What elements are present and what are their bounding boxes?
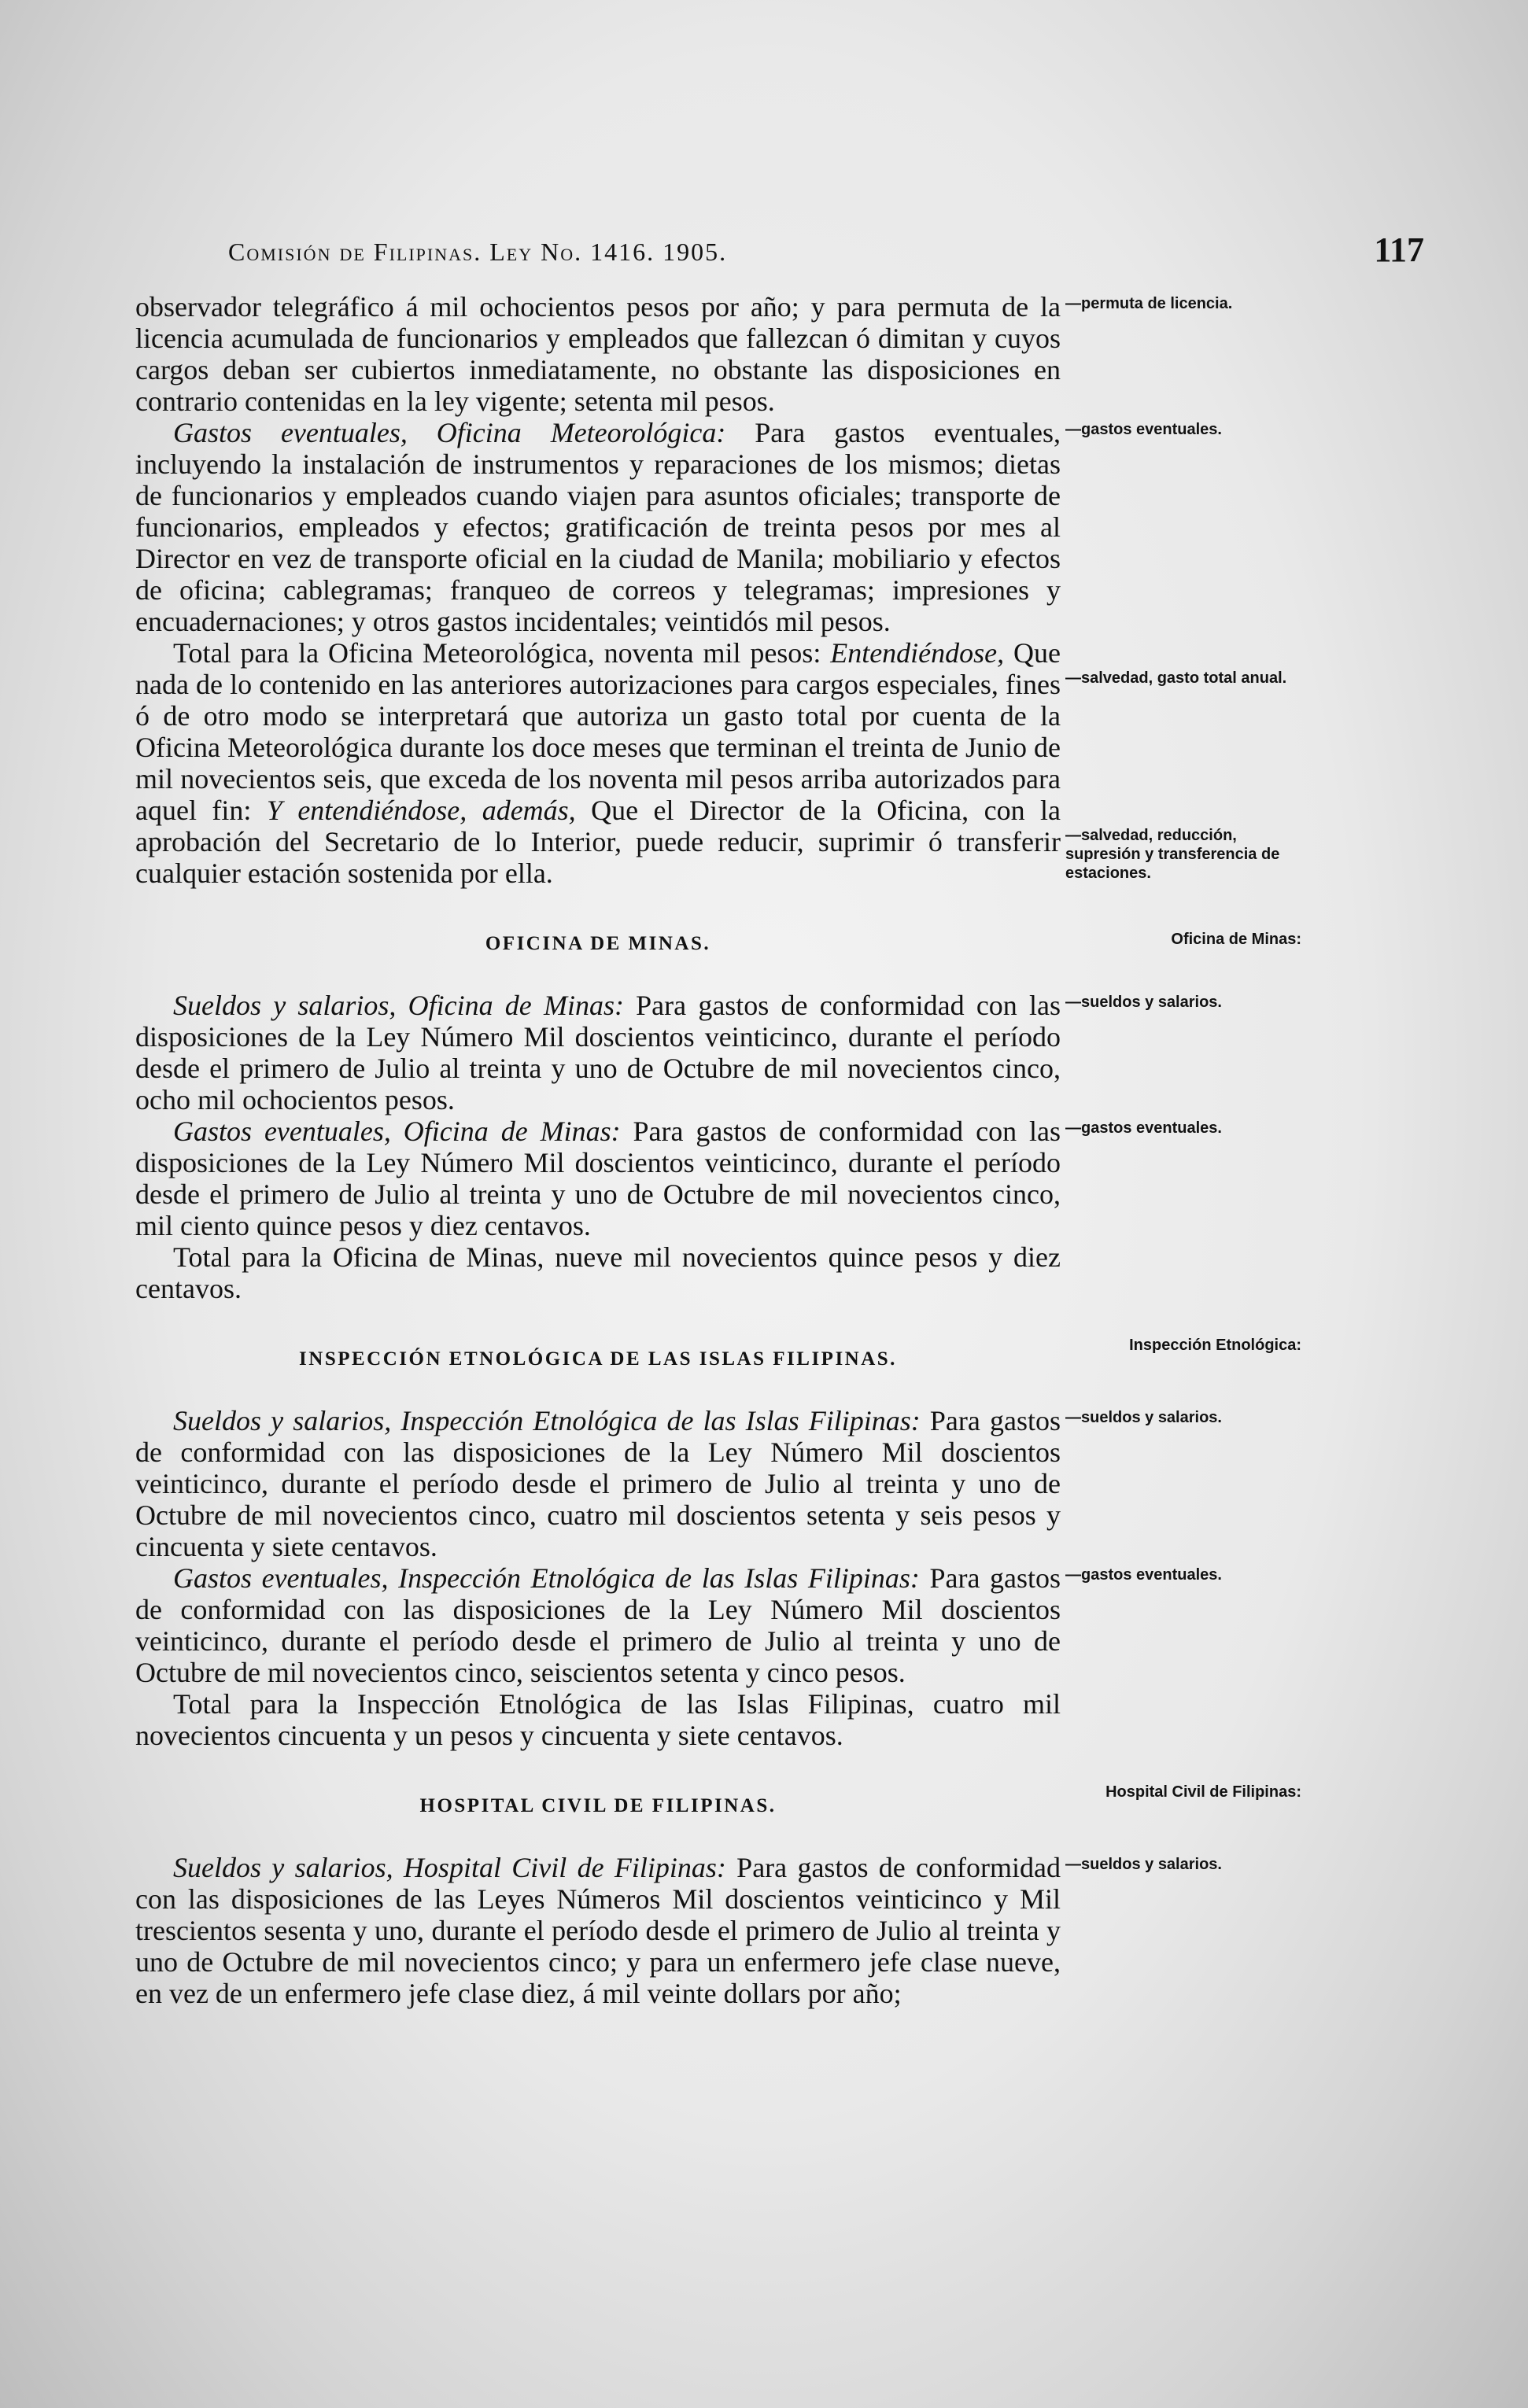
- paragraph-8-text: Para gastos de conformidad con las disposiciones de la Ley Número Mil doscientos veinticinco, durante el período desde el primero de Julio al treinta y uno de Octubre de mil novecientos cinco, seiscientos setenta y cinco pesos.: [135, 1562, 1061, 1688]
- page-number: 117: [1374, 230, 1424, 269]
- paragraph-4-text: Para gastos de conformidad con las disposiciones de la Ley Número Mil doscientos veinticinco, durante el período desde el primero de Julio al treinta y uno de Octubre de mil novecientos cinco, ocho mil ochocientos pesos.: [135, 990, 1061, 1115]
- paragraph-8-title: Gastos eventuales, Inspección Etnológica de las Islas Filipinas:: [173, 1562, 920, 1594]
- paragraph-5-text: Para gastos de conformidad con las disposiciones de la Ley Número Mil doscientos veinticinco, durante el período desde el primero de Julio al treinta y uno de Octubre de mil novecientos cinco, mil ciento quince pesos y diez centavos.: [135, 1115, 1061, 1241]
- section-inspeccion-etnologica: [135, 1337, 1316, 1370]
- margin-note-gastos-eventuales: —gastos eventuales.: [1065, 421, 1222, 438]
- section-hospital-civil: [135, 1783, 1316, 1817]
- paragraph-4-title: Sueldos y salarios, Oficina de Minas:: [173, 990, 624, 1021]
- paragraph-10: [135, 1852, 1061, 2009]
- paragraph-5-title: Gastos eventuales, Oficina de Minas:: [173, 1115, 621, 1147]
- block-sueldos-hospital: [135, 1852, 1316, 2009]
- margin-note-permuta: —permuta de licencia.: [1065, 295, 1233, 312]
- paragraph-7: [135, 1405, 1061, 1562]
- paragraph-1: observador telegráfico á mil ochocientos pesos por año; y para permuta de la licencia acumulada de funcionarios y empleados que fallezcan ó dimitan y cuyos cargos deban ser cubiertos inmediatamente, no obstante las disposiciones en contrario contenidas en la ley vigente; setenta mil pesos.: [135, 291, 1061, 417]
- margin-note-inspeccion-etnologica: Inspección Etnológica:: [1129, 1337, 1301, 1354]
- paragraph-7-title: Sueldos y salarios, Inspección Etnológica de las Islas Filipinas:: [173, 1405, 921, 1436]
- heading-inspeccion-etnologica: INSPECCIÓN ETNOLÓGICA DE LAS ISLAS FILIPINAS.: [299, 1348, 897, 1370]
- paragraph-3-text-b: Que nada de lo contenido en las anteriores autorizaciones para cargos especiales, fines ó de otro modo se interpretará que autoriza un gasto total por cuenta de la Oficina Meteorológica durante los doce meses que terminan el treinta de Junio de mil novecientos seis, que exceda de los noventa mil pesos arriba autorizados para aquel fin:: [135, 637, 1061, 826]
- margin-note-gastos-etnologica: —gastos eventuales.: [1065, 1566, 1222, 1584]
- block-sueldos-etnologica: [135, 1405, 1316, 1562]
- paragraph-3-proviso-2: Y entendiéndose, además,: [266, 795, 576, 826]
- paragraph-3-text-a: Total para la Oficina Meteorológica, noventa mil pesos:: [173, 637, 821, 669]
- margin-note-hospital-civil: Hospital Civil de Filipinas:: [1105, 1783, 1301, 1801]
- margin-note-sueldos-minas: —sueldos y salarios.: [1065, 994, 1222, 1011]
- block-gastos-etnologica: [135, 1562, 1316, 1688]
- block-gastos-meteorologica: [135, 417, 1316, 637]
- paragraph-5: [135, 1115, 1061, 1241]
- margin-note-oficina-minas: Oficina de Minas:: [1171, 931, 1301, 948]
- paragraph-2-text: Para gastos eventuales, incluyendo la instalación de instrumentos y reparaciones de los mismos; dietas de funcionarios y empleados cuando viajen para asuntos oficiales; transporte de funcionarios, empleados y efectos; gratificación de treinta pesos por mes al Director en vez de transporte oficial en la ciudad de Manila; mobiliario y efectos de oficina; cablegramas; franqueo de correos y telegramas; impresiones y encuadernaciones; y otros gastos incidentales; veintidós mil pesos.: [135, 417, 1061, 637]
- heading-oficina-minas: OFICINA DE MINAS.: [485, 933, 711, 954]
- paragraph-8: [135, 1562, 1061, 1688]
- margin-note-sueldos-etnologica: —sueldos y salarios.: [1065, 1409, 1222, 1426]
- section-oficina-minas: [135, 933, 1316, 955]
- block-total-minas: [135, 1241, 1316, 1304]
- paragraph-10-title: Sueldos y salarios, Hospital Civil de Filipinas:: [173, 1852, 726, 1883]
- margin-note-salvedad-reduccion: —salvedad, reducción, supresión y transferencia de estaciones.: [1065, 827, 1280, 882]
- block-permuta: [135, 291, 1316, 417]
- page-header: [228, 230, 1424, 277]
- paragraph-4: [135, 990, 1061, 1115]
- running-head: Comisión de Filipinas. Ley No. 1416. 1905.: [228, 238, 728, 266]
- paragraph-2: [135, 417, 1061, 637]
- paragraph-6: Total para la Oficina de Minas, nueve mil novecientos quince pesos y diez centavos.: [135, 1241, 1061, 1304]
- margin-note-sueldos-hospital: —sueldos y salarios.: [1065, 1856, 1222, 1873]
- paragraph-10-text: Para gastos de conformidad con las disposiciones de las Leyes Números Mil doscientos veinticinco y Mil trescientos sesenta y uno, durante el período desde el primero de Julio al treinta y uno de Octubre de mil novecientos cinco; y para un enfermero jefe clase nueve, en vez de un enfermero jefe clase diez, á mil veinte dollars por año;: [135, 1852, 1061, 2009]
- heading-hospital-civil: HOSPITAL CIVIL DE FILIPINAS.: [419, 1795, 777, 1816]
- paragraph-3: [135, 637, 1061, 889]
- margin-note-salvedad-gasto: —salvedad, gasto total anual.: [1065, 669, 1287, 687]
- block-total-etnologica: [135, 1688, 1316, 1751]
- paragraph-3-proviso-1: Entendiéndose,: [830, 637, 1005, 669]
- block-total-meteorologica: [135, 637, 1316, 889]
- margin-note-gastos-minas: —gastos eventuales.: [1065, 1119, 1222, 1137]
- paragraph-7-text: Para gastos de conformidad con las disposiciones de la Ley Número Mil doscientos veinticinco, durante el período desde el primero de Julio al treinta y uno de Octubre de mil novecientos cinco, cuatro mil doscientos setenta y seis pesos y cincuenta y siete centavos.: [135, 1405, 1061, 1562]
- paragraph-2-title: Gastos eventuales, Oficina Meteorológica:: [173, 417, 726, 448]
- block-sueldos-minas: [135, 990, 1316, 1115]
- document-body: [135, 291, 1316, 2009]
- paragraph-9: Total para la Inspección Etnológica de las Islas Filipinas, cuatro mil novecientos cincuenta y un pesos y cincuenta y siete centavos.: [135, 1688, 1061, 1751]
- block-gastos-minas: [135, 1115, 1316, 1241]
- paragraph-3-text-c: Que el Director de la Oficina, con la aprobación del Secretario de lo Interior, puede reducir, suprimir ó transferir cualquier estación sostenida por ella.: [135, 795, 1061, 889]
